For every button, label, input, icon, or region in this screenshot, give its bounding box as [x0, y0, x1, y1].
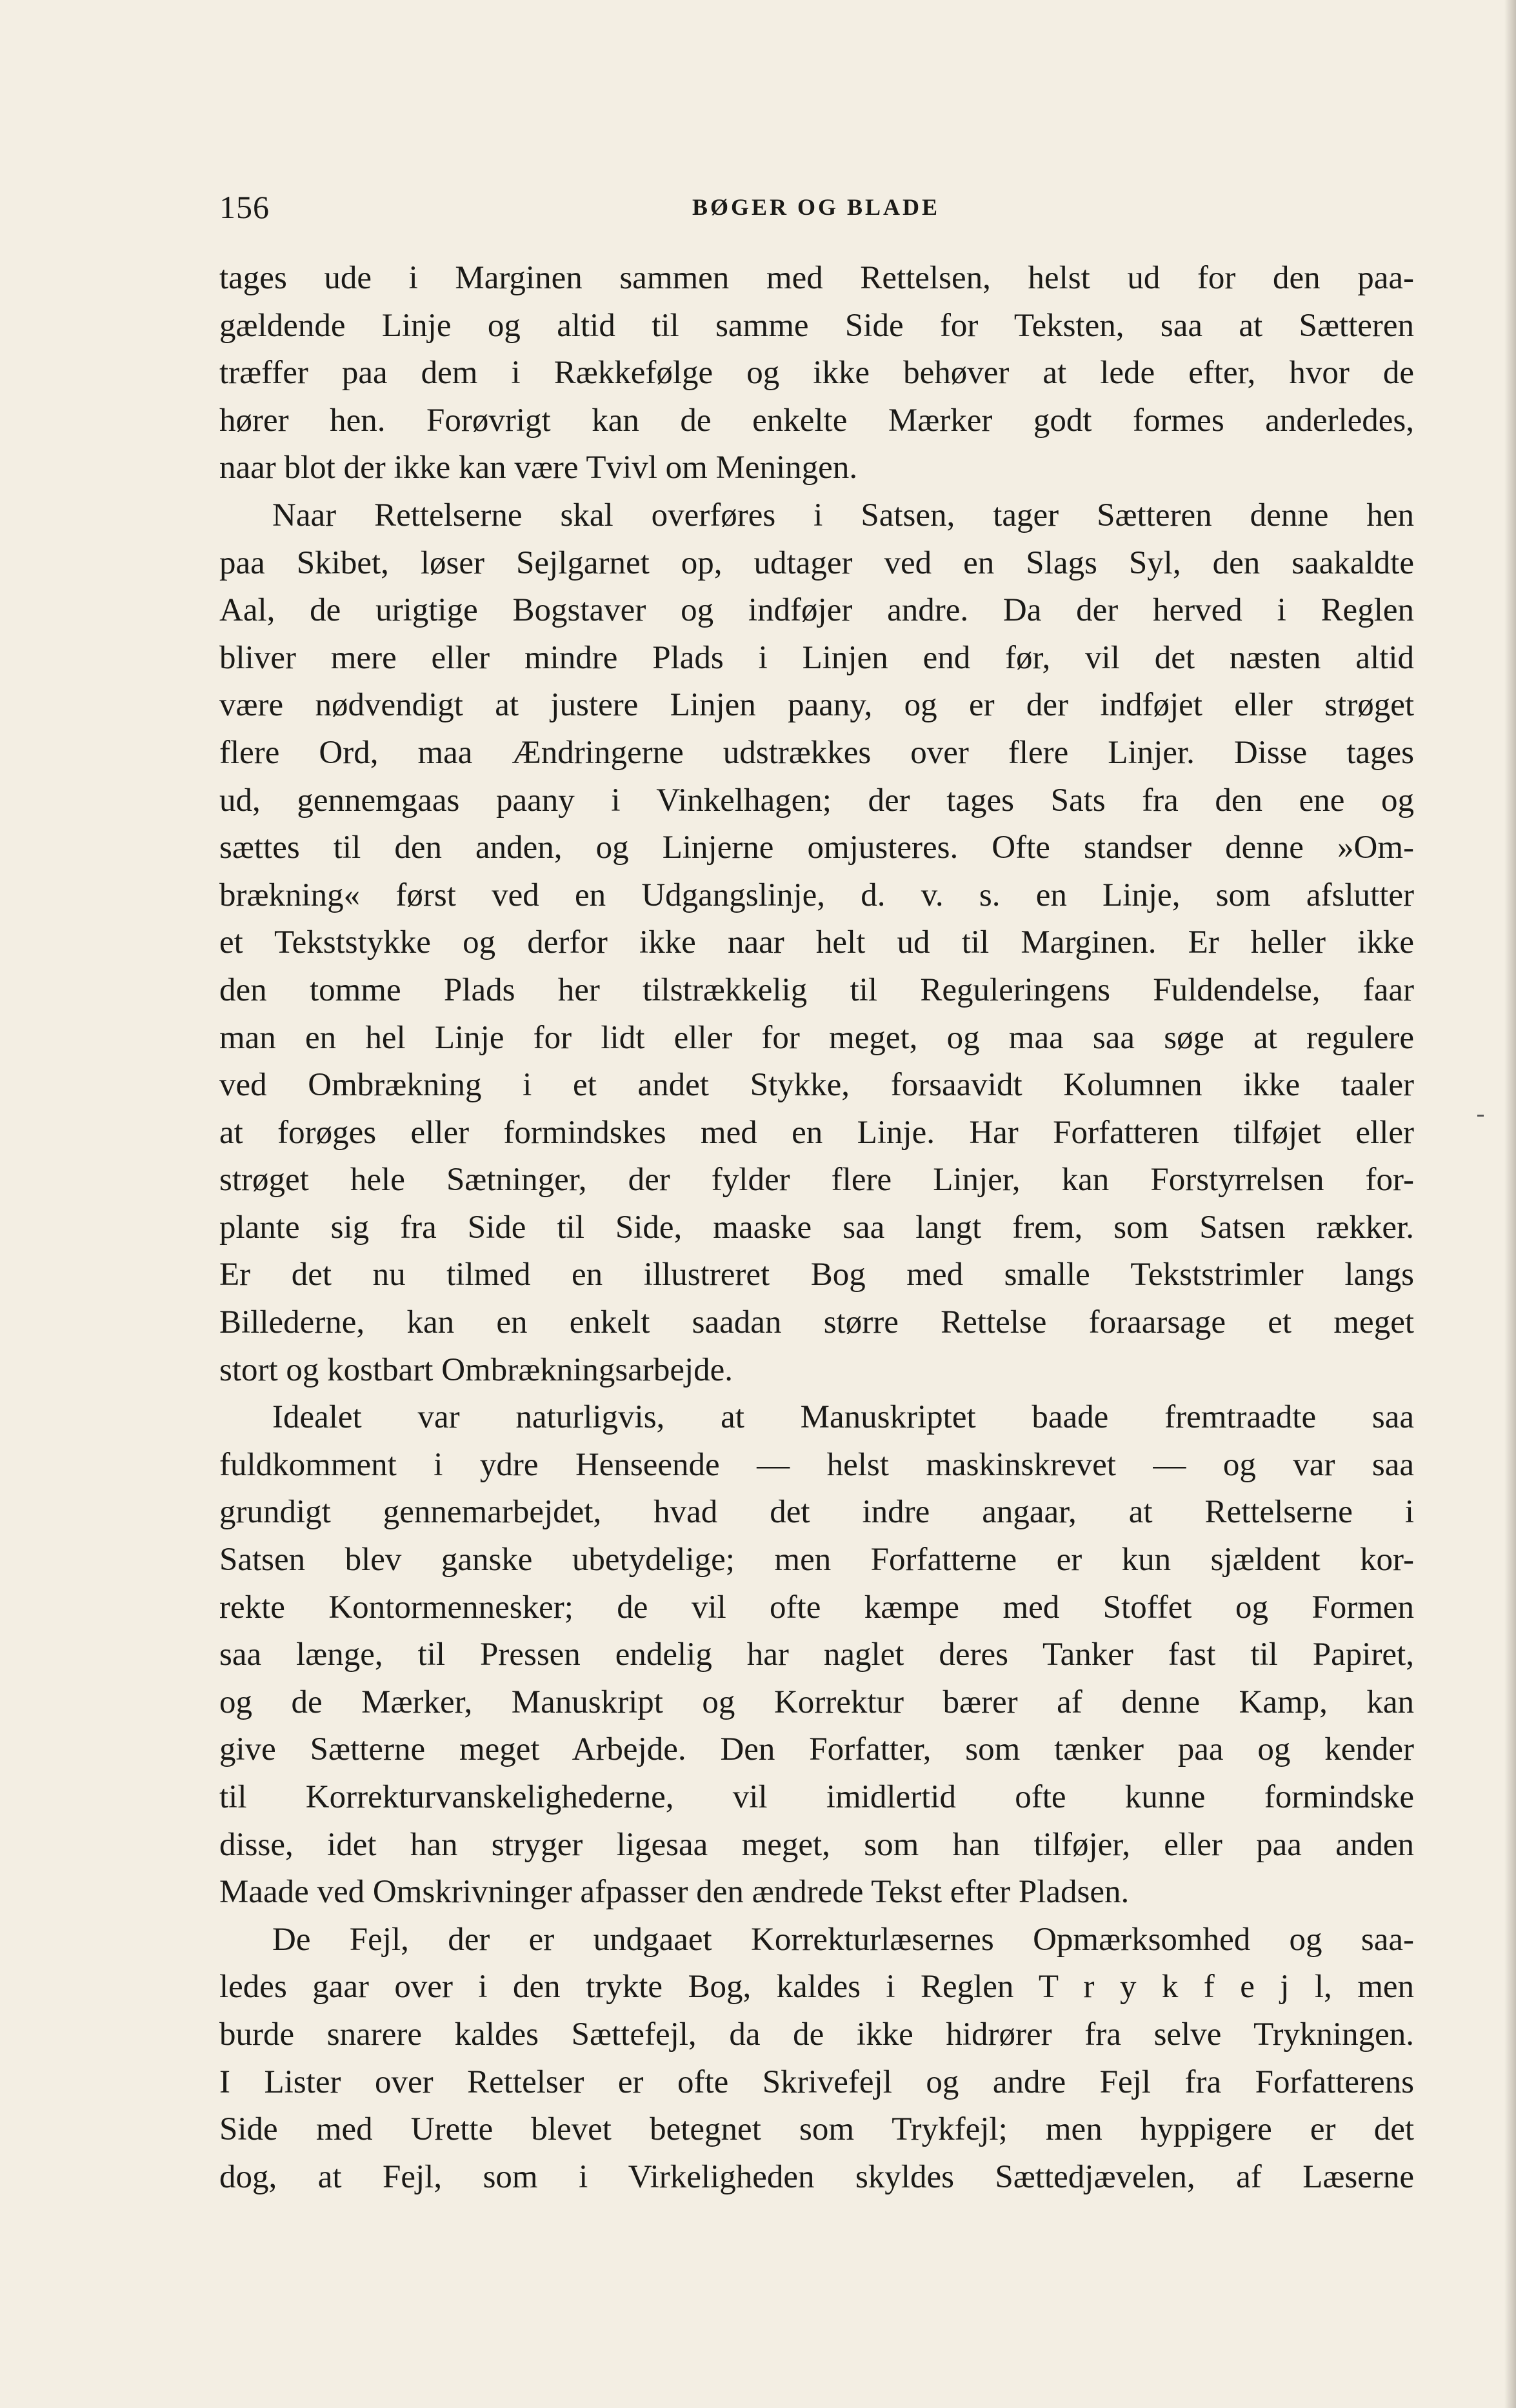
text-line: gældende Linje og altid til samme Side for Teksten, saa at Sætteren — [219, 307, 1414, 344]
text-line: De Fejl, der er undgaaet Korrekturlæsernes Opmærksomhed og saa- — [272, 1921, 1414, 1958]
running-head: BØGER OG BLADE — [692, 194, 941, 220]
text-line: Satsen blev ganske ubetydelige; men Forfatterne er kun sjældent kor- — [219, 1542, 1414, 1578]
text-line: fuldkomment i ydre Henseende — helst maskinskrevet — og var saa — [219, 1446, 1414, 1483]
text-line: at forøges eller formindskes med en Linje. Har Forfatteren tilføjet eller — [219, 1114, 1414, 1151]
text-line: I Lister over Rettelser er ofte Skrivefejl og andre Fejl fra Forfatterens — [219, 2064, 1414, 2100]
text-line: til Korrekturvanskelighederne, vil imidlertid ofte kunne formindske — [219, 1779, 1414, 1815]
text-line: Naar Rettelserne skal overføres i Satsen, tager Sætteren denne hen — [272, 497, 1414, 533]
text-line: flere Ord, maa Ændringerne udstrækkes over flere Linjer. Disse tages — [219, 734, 1414, 771]
margin-mark — [1477, 1115, 1484, 1117]
text-line: hører hen. Forøvrigt kan de enkelte Mærker godt formes anderledes, — [219, 402, 1414, 439]
text-line: saa længe, til Pressen endelig har naglet deres Tanker fast til Papiret, — [219, 1637, 1414, 1673]
text-line: bliver mere eller mindre Plads i Linjen end før, vil det næsten altid — [219, 639, 1414, 676]
text-line: rekte Kontormennesker; de vil ofte kæmpe med Stoffet og Formen — [219, 1589, 1414, 1626]
text-line: strøget hele Sætninger, der fylder flere Linjer, kan Forstyrrelsen for- — [219, 1162, 1414, 1199]
text-line: man en hel Linje for lidt eller for meget, og maa saa søge at regulere — [219, 1019, 1414, 1056]
text-line: naar blot der ikke kan være Tvivl om Meningen. — [219, 450, 858, 486]
text-line: tages ude i Marginen sammen med Rettelsen, helst ud for den paa- — [219, 260, 1414, 296]
text-line: brækning« først ved en Udgangslinje, d. v. s. en Linje, som afslutter — [219, 877, 1414, 913]
text-line: sættes til den anden, og Linjerne omjusteres. Ofte standser denne »Om- — [219, 830, 1414, 866]
text-line: disse, idet han stryger ligesaa meget, som han tilføjer, eller paa anden — [219, 1826, 1414, 1863]
page-number: 156 — [219, 189, 270, 225]
text-line: et Tekststykke og derfor ikke naar helt ud til Marginen. Er heller ikke — [219, 924, 1414, 961]
text-line: plante sig fra Side til Side, maaske saa langt frem, som Satsen rækker. — [219, 1209, 1414, 1246]
text-line: og de Mærker, Manuskript og Korrektur bærer af denne Kamp, kan — [219, 1684, 1414, 1720]
text-line: stort og kostbart Ombrækningsarbejde. — [219, 1351, 733, 1388]
text-line: træffer paa dem i Rækkefølge og ikke behøver at lede efter, hvor de — [219, 355, 1414, 392]
text-line: Er det nu tilmed en illustreret Bog med smalle Tekststrimler langs — [219, 1257, 1414, 1293]
text-line: Maade ved Omskrivninger afpasser den ændrede Tekst efter Pladsen. — [219, 1874, 1130, 1911]
text-line: være nødvendigt at justere Linjen paany, og er der indføjet eller strøget — [219, 687, 1414, 724]
text-line: ud, gennemgaas paany i Vinkelhagen; der tages Sats fra den ene og — [219, 782, 1414, 819]
text-line: ledes gaar over i den trykte Bog, kaldes i Reglen T r y k f e j l, men — [219, 1969, 1414, 2005]
text-line: dog, at Fejl, som i Virkeligheden skyldes Sættedjævelen, af Læserne — [219, 2158, 1414, 2195]
page-header — [219, 188, 1413, 227]
text-line: Aal, de urigtige Bogstaver og indføjer andre. Da der herved i Reglen — [219, 592, 1414, 629]
body-text — [219, 255, 1414, 2201]
text-line: Idealet var naturligvis, at Manuskriptet baade fremtraadte saa — [272, 1399, 1414, 1436]
text-line: Side med Urette blevet betegnet som Trykfejl; men hyppigere er det — [219, 2111, 1414, 2148]
text-line: give Sætterne meget Arbejde. Den Forfatter, som tænker paa og kender — [219, 1731, 1414, 1768]
text-line: ved Ombrækning i et andet Stykke, forsaavidt Kolumnen ikke taaler — [219, 1067, 1414, 1104]
text-line: Billederne, kan en enkelt saadan større Rettelse foraarsage et meget — [219, 1304, 1414, 1341]
text-line: paa Skibet, løser Sejlgarnet op, udtager ved en Slags Syl, den saakaldte — [219, 544, 1414, 581]
text-line: burde snarere kaldes Sættefejl, da de ikke hidrører fra selve Trykningen. — [219, 2016, 1414, 2053]
text-line: den tomme Plads her tilstrækkelig til Reguleringens Fuldendelse, faar — [219, 971, 1414, 1008]
text-line: grundigt gennemarbejdet, hvad det indre angaar, at Rettelserne i — [219, 1494, 1414, 1531]
scan-edge — [1504, 0, 1516, 2408]
